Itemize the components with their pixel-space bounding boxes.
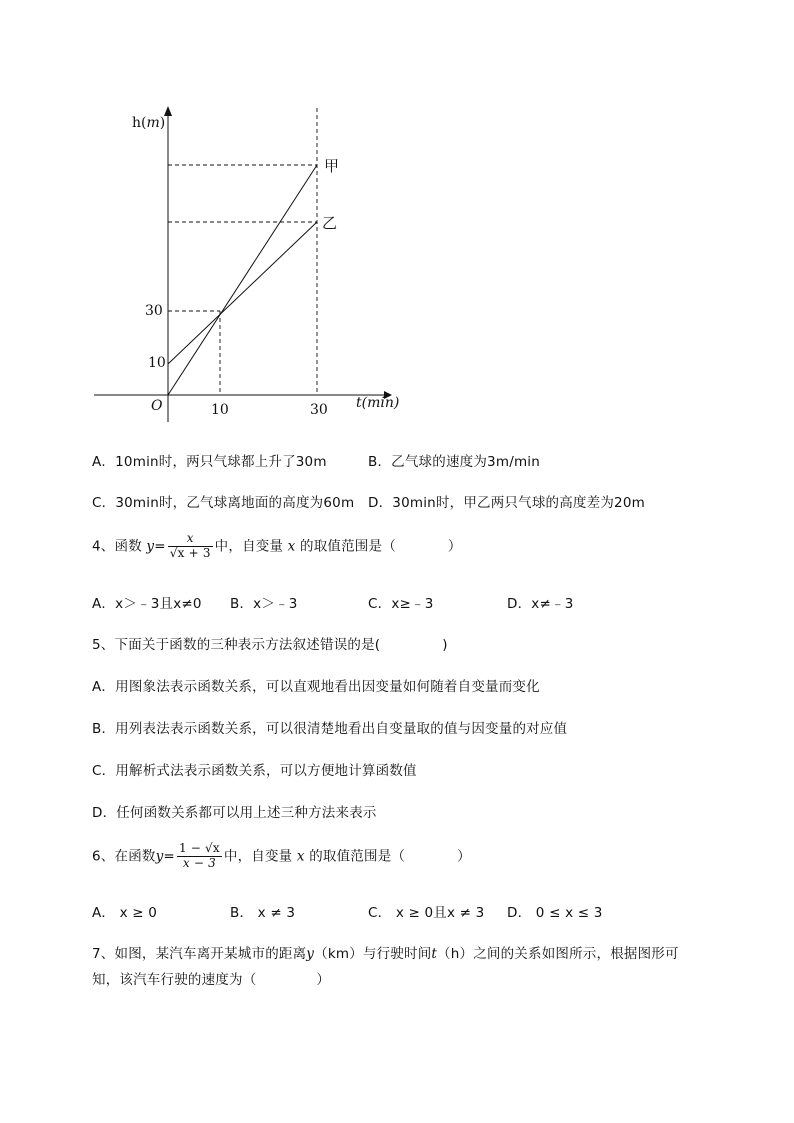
q7-stem-line-2: [92, 968, 330, 988]
q6-option-b[interactable]: B． x ≠ 3: [230, 905, 296, 921]
q3-option-b[interactable]: B．乙气球的速度为3m/min: [368, 454, 541, 470]
q6-var-x: x: [296, 848, 305, 865]
q5-close-paren: ): [442, 637, 448, 653]
q4-option-d[interactable]: D．x≠﹣3: [507, 596, 574, 612]
q6-prefix: 6、在函数: [92, 848, 156, 865]
q4-var-x: x: [287, 538, 296, 555]
q6-option-a[interactable]: A． x ≥ 0: [92, 905, 158, 921]
q6-var-y: y: [155, 848, 164, 865]
q3-option-a[interactable]: A．10min时，两只气球都上升了30m: [92, 454, 327, 470]
q4-frac-numerator: x: [168, 532, 213, 547]
line-jia: [168, 165, 317, 395]
height-time-graph: [88, 100, 408, 430]
q4-frac-denominator: √x + 3: [169, 545, 211, 560]
q3-option-c[interactable]: C．30min时，乙气球离地面的高度为60m: [92, 495, 355, 511]
q4-fraction: [168, 532, 213, 561]
q4-var-y: y: [146, 538, 155, 555]
q7-var-y: y: [306, 946, 315, 962]
q5-option-d[interactable]: D．任何函数关系都可以用上述三种方法来表示: [92, 805, 377, 821]
q4-option-c[interactable]: C．x≥﹣3: [368, 596, 434, 612]
q4-stem: [92, 532, 462, 561]
q6-option-c[interactable]: C． x ≥ 0且x ≠ 3: [368, 905, 485, 921]
q7-var-t: t: [431, 946, 438, 962]
q6-frac-denominator: x − 3: [182, 855, 216, 870]
y-tick-10: 10: [148, 355, 166, 371]
q3-option-d[interactable]: D．30min时，甲乙两只气球的高度差为20m: [368, 495, 645, 511]
q6-text-1: 中，自变量: [223, 848, 293, 865]
q6-close-paren: ）: [457, 848, 471, 865]
q4-option-b[interactable]: B．x＞﹣3: [230, 596, 298, 612]
y-axis-label: h(m): [132, 115, 166, 131]
q7-stem-line-1: [92, 942, 679, 962]
line-label-yi: 乙: [322, 214, 338, 232]
line-yi: [168, 222, 317, 364]
y-tick-30: 30: [145, 303, 163, 319]
q6-equals: =: [163, 848, 175, 865]
q5-option-b[interactable]: B．用列表法表示函数关系，可以很清楚地看出自变量取的值与因变量的对应值: [92, 721, 568, 737]
q7-close-paren: ）: [316, 972, 331, 988]
graph-svg: [88, 100, 408, 430]
q4-equals: =: [154, 538, 166, 555]
q7-text-a: 7、如图，某汽车离开某城市的距离: [92, 946, 307, 962]
q4-text-2: 的取值范围是（: [300, 538, 396, 555]
q4-option-a[interactable]: A．x＞﹣3且x≠0: [92, 596, 202, 612]
q4-prefix: 4、函数: [92, 538, 142, 555]
x-axis-label: t(min): [356, 395, 400, 411]
x-tick-30: 30: [310, 402, 328, 418]
q7-text-b: （km）与行驶时间: [314, 946, 432, 962]
q6-option-d[interactable]: D． 0 ≤ x ≤ 3: [507, 905, 603, 921]
q7-text-c: （h）之间的关系如图所示，根据图形可: [437, 946, 679, 962]
q5-stem: [92, 633, 448, 653]
line-label-jia: 甲: [324, 157, 340, 175]
q4-text-1: 中，自变量: [214, 538, 284, 555]
q5-option-a[interactable]: A．用图象法表示函数关系，可以直观地看出因变量如何随着自变量而变化: [92, 679, 540, 695]
q6-frac-numerator: 1 − √x: [178, 841, 220, 855]
q7-text-d: 知，该汽车行驶的速度为（: [92, 972, 257, 988]
q5-stem-text: 5、下面关于函数的三种表示方法叙述错误的是(: [92, 637, 381, 653]
q5-option-c[interactable]: C．用解析式法表示函数关系，可以方便地计算函数值: [92, 763, 417, 779]
origin-label: O: [151, 398, 163, 414]
x-tick-10: 10: [211, 402, 229, 418]
q4-close-paren: ）: [447, 538, 462, 555]
q6-stem: [92, 842, 471, 871]
q6-text-2: 的取值范围是（: [309, 848, 406, 865]
q6-fraction: [177, 842, 222, 871]
